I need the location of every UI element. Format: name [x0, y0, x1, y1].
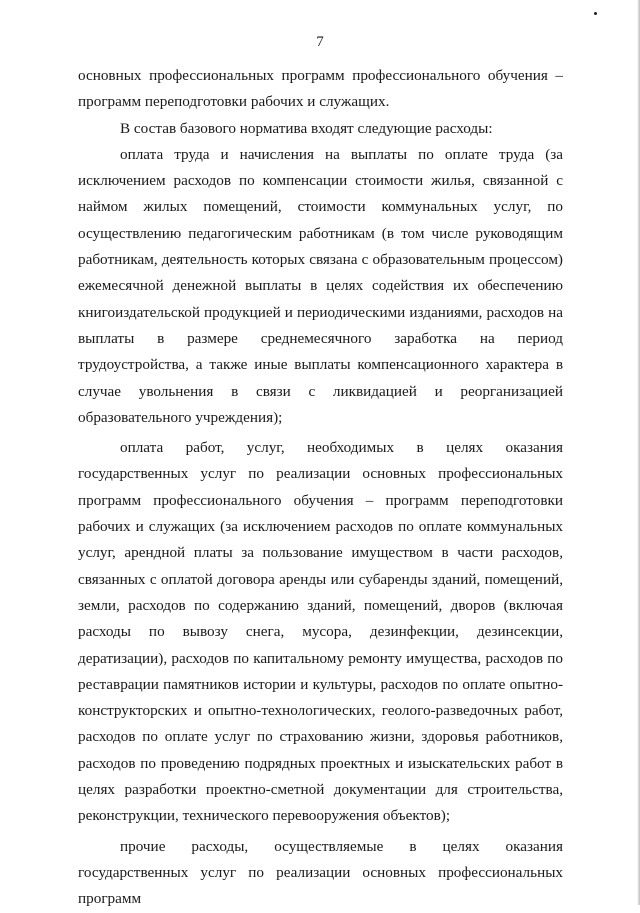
scan-speck [594, 12, 597, 15]
paragraph-works-services: оплата работ, услуг, необходимых в целях оказания государственных услуг по реализации основных профессиональных программ профессионального обучения – программ переподготовки рабочих и служащих (за исключением расходов по оплате коммунальных услуг, арендной платы за пользование имуществом в части расходов, связанных с оплатой договора аренды или субаренды зданий, помещений, земли, расходов по содержанию зданий, помещений, дворов (включая расходы по вывозу снега, мусора, дезинфекции, дезинсекции, дератизации), расходов по капитальному ремонту имущества, расходов по реставрации памятников истории и культуры, расходов по оплате опытно-конструкторских и опытно-технологических, геолого-разведочных работ, расходов по оплате услуг по страхованию жизни, здоровья работников, расходов по проведению подрядных проектных и изыскательских работ в целях разработки проектно-сметной документации для строительства, реконструкции, технического перевооружения объектов); [78, 439, 563, 825]
page-number: 7 [316, 34, 324, 50]
paragraph-continuation: основных профессиональных программ профессионального обучения – программ переподготовки рабочих и служащих. [78, 67, 563, 111]
document-body [78, 63, 563, 913]
paragraph-other-expenses: прочие расходы, осуществляемые в целях оказания государственных услуг по реализации основных профессиональных программ [78, 837, 563, 908]
paragraph-labor-payment: оплата труда и начисления на выплаты по оплате труда (за исключением расходов по компенсации стоимости жилья, связанной с наймом жилых помещений, стоимости коммунальных услуг, по осуществлению педагогическим работникам (в том числе руководящим работникам, деятельность которых связана с образовательным процессом) ежемесячной денежной выплаты в целях содействия их обеспечению книгоиздательской продукцией и периодическими изданиями, расходов на выплаты в размере среднемесячного заработка на период трудоустройства, а также иные выплаты компенсационного характера в случае увольнения в связи с ликвидацией и реорганизацией образовательного учреждения); [78, 145, 563, 426]
paragraph-expenses-intro: В состав базового норматива входят следующие расходы: [120, 119, 493, 137]
